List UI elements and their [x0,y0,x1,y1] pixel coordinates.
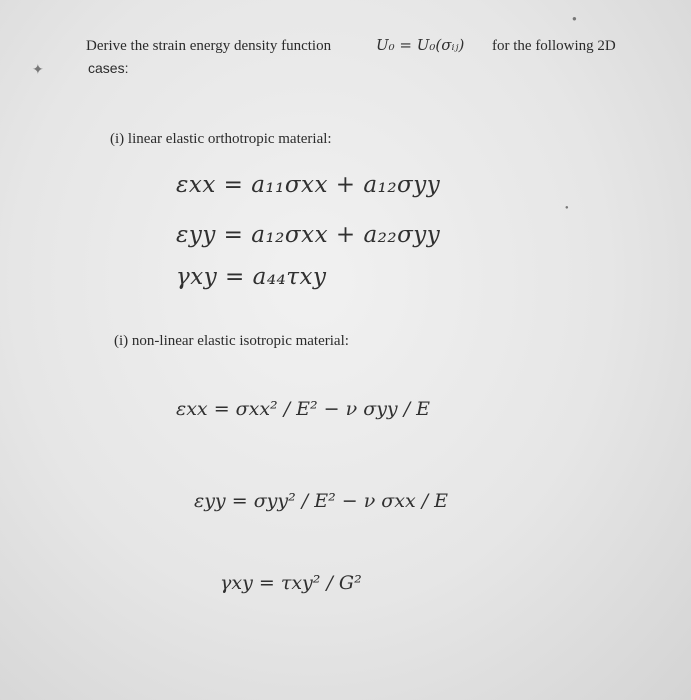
eq-rhs: a₁₁σxx + a₁₂σyy [251,172,441,198]
case1-equation-3 [176,264,326,290]
function-expr: U₀ = U₀(σᵢⱼ) [376,36,465,54]
eq-lhs: γxy [220,572,253,594]
case1-equation-1 [176,172,440,198]
eq-lhs: εxx [176,398,208,420]
equals-sign: = [213,398,230,420]
eq-lhs: εxx [176,172,216,198]
eq-lhs: γxy [176,264,218,290]
prompt-line-2: cases: [88,60,129,76]
eq-rhs: σyy² / E² − ν σxx / E [253,490,449,512]
dot-mark: ● [565,205,569,211]
prompt-text: Derive the strain energy density function [86,38,332,54]
energy-function-expression [376,36,464,54]
eq-lhs: εyy [176,222,216,248]
equals-sign: = [225,264,245,290]
case2-equation-1 [176,398,430,420]
dot-mark: ● [572,14,577,23]
eq-rhs: τxy² / G² [280,572,362,594]
prompt-tail: for the following 2D [492,38,616,54]
case1-equation-2 [176,222,440,248]
case2-heading: (i) non-linear elastic isotropic material: [114,333,349,349]
eq-rhs: a₄₄τxy [252,264,327,290]
case1-heading: (i) linear elastic orthotropic material: [110,131,332,147]
equals-sign: = [258,572,275,594]
case2-equation-3 [220,572,362,594]
case2-equation-2 [194,490,448,512]
eq-lhs: εyy [194,490,226,512]
equals-sign: = [223,172,244,198]
equals-sign: = [231,490,248,512]
margin-mark: ✦ [32,63,44,78]
eq-rhs: a₁₂σxx + a₂₂σyy [251,222,441,248]
equals-sign: = [223,222,244,248]
eq-rhs: σxx² / E² − ν σyy / E [235,398,431,420]
